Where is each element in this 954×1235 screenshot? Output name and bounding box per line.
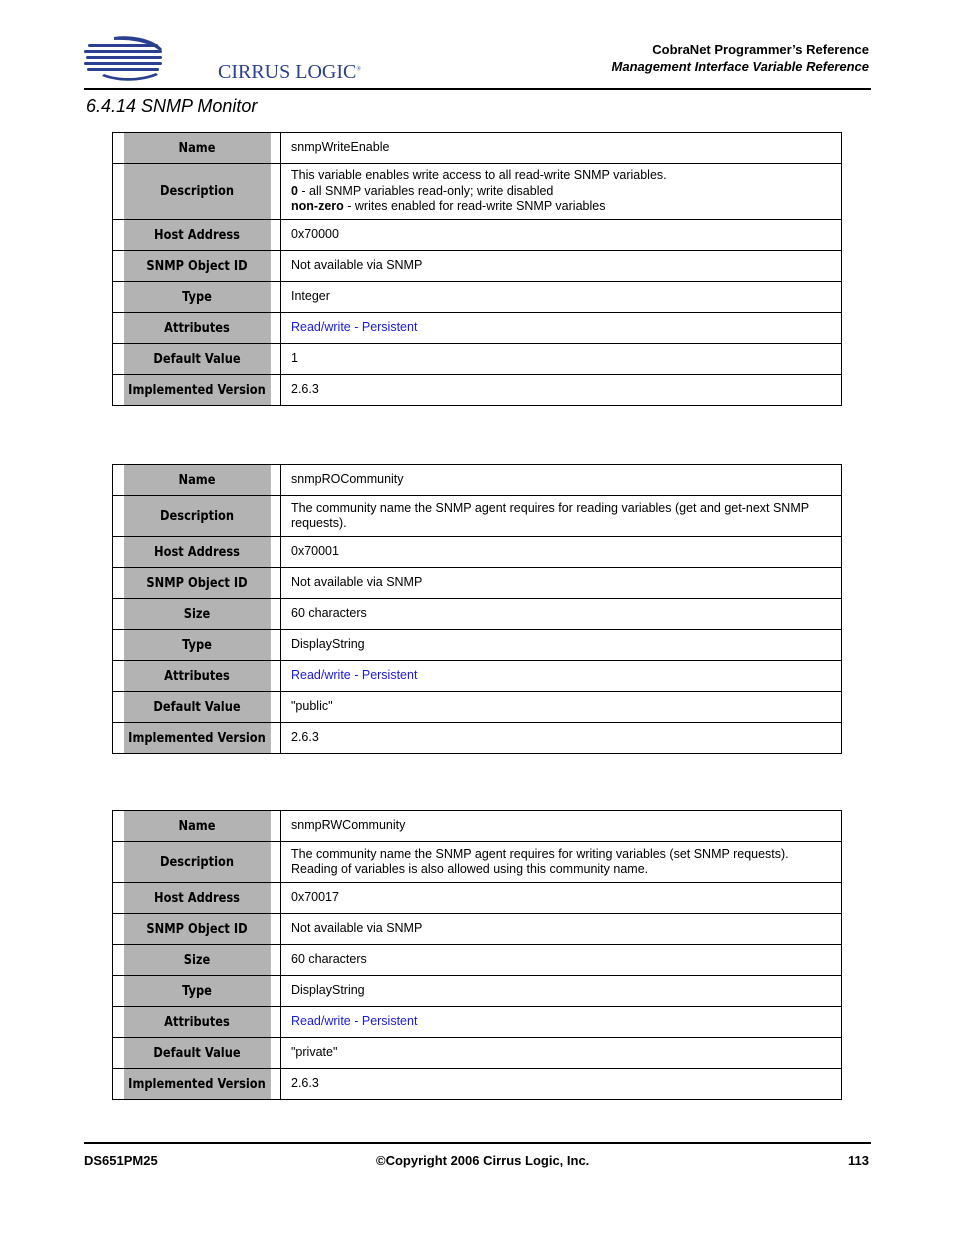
attributes-link[interactable]: Read/write - Persistent: [291, 1014, 418, 1029]
row-value: 2.6.3: [281, 1069, 842, 1100]
table-row: [113, 375, 842, 406]
row-value: Not available via SNMP: [281, 914, 842, 945]
row-value: 60 characters: [281, 599, 842, 630]
row-label: Type: [123, 282, 271, 313]
table-row: [113, 568, 842, 599]
row-label: Host Address: [123, 220, 271, 251]
row-label: Size: [123, 599, 271, 630]
table-row: [113, 1069, 842, 1100]
row-value: 0x70017: [281, 883, 842, 914]
row-value: 2.6.3: [281, 375, 842, 406]
variable-table-snmpwriteenable: [112, 132, 842, 406]
description-line: This variable enables write access to all read-write SNMP variables.: [291, 168, 667, 183]
row-value: snmpROCommunity: [281, 465, 842, 496]
doc-subtitle: Management Interface Variable Reference: [611, 59, 869, 74]
table-row: [113, 496, 842, 537]
row-value: DisplayString: [281, 976, 842, 1007]
table-row: [113, 313, 842, 344]
description-line: non-zero - writes enabled for read-write SNMP variables: [291, 199, 606, 214]
row-label: Type: [123, 630, 271, 661]
row-label: Host Address: [123, 883, 271, 914]
table-row: [113, 282, 842, 313]
table-row: [113, 723, 842, 754]
row-label: Default Value: [123, 1038, 271, 1069]
table-row: [113, 251, 842, 282]
running-header: [612, 41, 869, 75]
row-value: Integer: [281, 282, 842, 313]
row-value: 1: [281, 344, 842, 375]
section-title: 6.4.14 SNMP Monitor: [86, 96, 258, 116]
header-rule: [84, 88, 871, 90]
page-number: 113: [848, 1153, 869, 1168]
doc-number: DS651PM25: [84, 1153, 158, 1168]
row-label: Description: [123, 842, 271, 883]
table-row: [113, 914, 842, 945]
row-label: Attributes: [123, 313, 271, 344]
row-value: The community name the SNMP agent requires for writing variables (set SNMP requests). Reading of variables is also allowed using this community name.: [281, 842, 842, 883]
row-label: Name: [123, 133, 271, 164]
row-value: The community name the SNMP agent requires for reading variables (get and get-next SNMP requests).: [281, 496, 842, 537]
logo-swirl-icon: [84, 35, 164, 81]
row-label: Name: [123, 465, 271, 496]
row-label: SNMP Object ID: [123, 568, 271, 599]
table-row: [113, 1038, 842, 1069]
row-value: snmpWriteEnable: [281, 133, 842, 164]
table-row: [113, 344, 842, 375]
row-value: Not available via SNMP: [281, 251, 842, 282]
footer-rule: [84, 1142, 871, 1144]
table-row: [113, 133, 842, 164]
table-row: [113, 164, 842, 220]
cirrus-logic-logo: [84, 35, 361, 83]
table-row: [113, 945, 842, 976]
row-value: "public": [281, 692, 842, 723]
variable-table-snmprwcommunity: [112, 810, 842, 1100]
row-label: Attributes: [123, 1007, 271, 1038]
row-value: 2.6.3: [281, 723, 842, 754]
row-label: Description: [123, 164, 271, 220]
row-value: Not available via SNMP: [281, 568, 842, 599]
row-value: [281, 1007, 842, 1038]
row-label: Attributes: [123, 661, 271, 692]
row-label: Type: [123, 976, 271, 1007]
doc-title: CobraNet Programmer’s Reference: [652, 42, 869, 57]
row-label: Default Value: [123, 692, 271, 723]
row-value: 0x70000: [281, 220, 842, 251]
row-value: [281, 164, 842, 220]
logo-text: CIRRUS LOGIC: [218, 61, 357, 83]
row-value: DisplayString: [281, 630, 842, 661]
copyright: ©Copyright 2006 Cirrus Logic, Inc.: [376, 1153, 590, 1168]
description-line: 0 - all SNMP variables read-only; write disabled: [291, 183, 554, 198]
row-label: SNMP Object ID: [123, 251, 271, 282]
table-row: [113, 842, 842, 883]
table-row: [113, 220, 842, 251]
table-row: [113, 599, 842, 630]
row-label: Host Address: [123, 537, 271, 568]
row-label: Implemented Version: [123, 723, 271, 754]
table-row: [113, 465, 842, 496]
row-value: 60 characters: [281, 945, 842, 976]
table-row: [113, 811, 842, 842]
row-label: Implemented Version: [123, 1069, 271, 1100]
row-label: Default Value: [123, 344, 271, 375]
row-value: [281, 313, 842, 344]
row-value: snmpRWCommunity: [281, 811, 842, 842]
table-row: [113, 537, 842, 568]
row-label: Implemented Version: [123, 375, 271, 406]
row-label: Name: [123, 811, 271, 842]
table-row: [113, 883, 842, 914]
registered-mark: ®: [356, 66, 361, 73]
row-value: [281, 661, 842, 692]
variable-table-snmprocommunity: [112, 464, 842, 754]
attributes-link[interactable]: Read/write - Persistent: [291, 320, 418, 335]
row-label: Size: [123, 945, 271, 976]
attributes-link[interactable]: Read/write - Persistent: [291, 668, 418, 683]
table-row: [113, 976, 842, 1007]
row-label: SNMP Object ID: [123, 914, 271, 945]
table-row: [113, 1007, 842, 1038]
table-row: [113, 630, 842, 661]
row-value: "private": [281, 1038, 842, 1069]
table-row: [113, 692, 842, 723]
row-value: 0x70001: [281, 537, 842, 568]
table-row: [113, 661, 842, 692]
row-label: Description: [123, 496, 271, 537]
